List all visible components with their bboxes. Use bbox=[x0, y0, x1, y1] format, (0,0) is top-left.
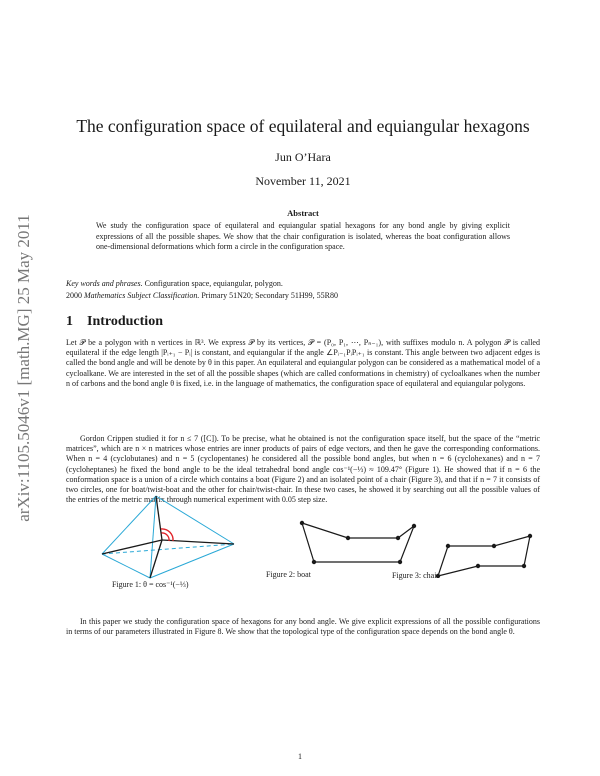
chair-hexagon bbox=[438, 536, 530, 576]
vertex-dot bbox=[412, 524, 416, 528]
vertex-dot bbox=[346, 536, 350, 540]
keywords-text: Configuration space, equiangular, polygon. bbox=[142, 279, 283, 288]
arxiv-identifier: arXiv:1105.5046v1 [math.MG] 25 May 2011 bbox=[14, 214, 33, 522]
page-number: 1 bbox=[298, 752, 302, 761]
paragraph-3: In this paper we study the configuration space of hexagons for any bond angle. We give explicit expressions of all the possible configurations in terms of our parameters illustrated in Figure 8. We show that the topological type of the configuration space depends on the bond angle θ. bbox=[66, 617, 540, 637]
figure-2-boat bbox=[298, 520, 418, 568]
date: November 11, 2021 bbox=[255, 174, 351, 188]
figure-3-chair bbox=[434, 530, 536, 578]
section-title: Introduction bbox=[87, 314, 163, 329]
paragraph-1: Let 𝒫 be a polygon with n vertices in ℝ³. We express 𝒫 by its vertices, 𝒫 = (P₀, P₁, ⋯, Pₙ₋₁), with suffixes modulo n. A polygon 𝒫 is called equilateral if the edge length |Pᵢ₊₁ − Pᵢ| is constant, and equiangular if the angle ∠Pᵢ₋₁PᵢPᵢ₊₁ is constant. This angle between two adjacent edges is called the bond angle and will be denote by θ in this paper. An equilateral and equiangular polygon can be considered as a mathematical model of a cycloalkane. We are interested in the set of all the possible shapes (which are called conformations in chemistry) of cycloalkanes when the number n of carbons and the bond angle θ is fixed, i.e. in the language of mathematics, the configuration space of equilateral and equiangular polygons. bbox=[66, 338, 540, 388]
msc-line bbox=[66, 290, 540, 302]
arxiv-identifier-sidebar bbox=[6, 148, 42, 588]
tetra-edge bbox=[102, 554, 150, 578]
tetra-edge bbox=[150, 496, 156, 578]
msc-text: Primary 51N20; Secondary 51H99, 55R80 bbox=[199, 290, 338, 300]
tetra-edge bbox=[150, 544, 234, 578]
msc-prefix: 2000 bbox=[66, 290, 84, 300]
vertex-dot bbox=[522, 564, 526, 568]
section-number: 1 bbox=[66, 314, 73, 329]
author: Jun O’Hara bbox=[275, 150, 331, 164]
vertex-dot bbox=[300, 521, 304, 525]
vertex-dot bbox=[492, 544, 496, 548]
abstract-heading: Abstract bbox=[287, 208, 319, 218]
boat-hexagon bbox=[302, 523, 414, 562]
paragraph-2: Gordon Crippen studied it for n ≤ 7 ([C]). To be precise, what he obtained is not the configuration space itself, but the space of the “metric matrices”, which are n × n matrices whose entries are inner products of pairs of edge vectors, and then he gave the corresponding conformations. When n = 4 (cyclobutanes) and n = 5 (cyclopentanes) he considered all the possible bond angles, but when n = 6 (cyclohexanes) and n = 7 (cycloheptanes) he fixed the bond angle to be the ideal tetrahedral bond angle cos⁻¹(−⅓) ≈ 109.47° (Figure 1). He showed that if n = 6 the conformation space is a union of a circle which contains a boat (Figure 2) and an isolated point of a chair (Figure 3), and that if n = 7 it consists of two circles, one for boat/twist-boat and the other for chair/twist-chair. In these two cases, he showed it by searching out all the possible values of the entries of the metric matrix through numerical experiment with 0.05 step size. bbox=[66, 434, 540, 505]
figure-3-caption: Figure 3: chair bbox=[392, 571, 440, 580]
bond-line bbox=[156, 496, 162, 540]
vertex-dot bbox=[396, 536, 400, 540]
figure-1-tetrahedron bbox=[100, 494, 236, 580]
keywords-line bbox=[66, 278, 540, 290]
vertex-dot bbox=[446, 544, 450, 548]
keywords-label: Key words and phrases. bbox=[66, 279, 143, 288]
figure-1-caption: Figure 1: θ = cos⁻¹(−⅓) bbox=[112, 580, 189, 589]
tetra-edge bbox=[102, 496, 156, 554]
section-heading bbox=[66, 314, 163, 330]
vertex-dot bbox=[476, 564, 480, 568]
abstract-text: We study the configuration space of equilateral and equiangular spatial hexagons for any bond angle by giving explicit expressions of all the possible shapes. We show that the chair configuration is isolated, whereas the boat configuration allows one-dimensional deformations which form a circle in the configuration space. bbox=[96, 221, 510, 252]
paper-title: The configuration space of equilateral and equiangular hexagons bbox=[76, 116, 530, 136]
figure-2-caption: Figure 2: boat bbox=[266, 570, 311, 579]
keywords-block bbox=[66, 278, 540, 301]
vertex-dot bbox=[528, 534, 532, 538]
vertex-dot bbox=[398, 560, 402, 564]
msc-label: Mathematics Subject Classification. bbox=[84, 290, 200, 300]
vertex-dot bbox=[312, 560, 316, 564]
